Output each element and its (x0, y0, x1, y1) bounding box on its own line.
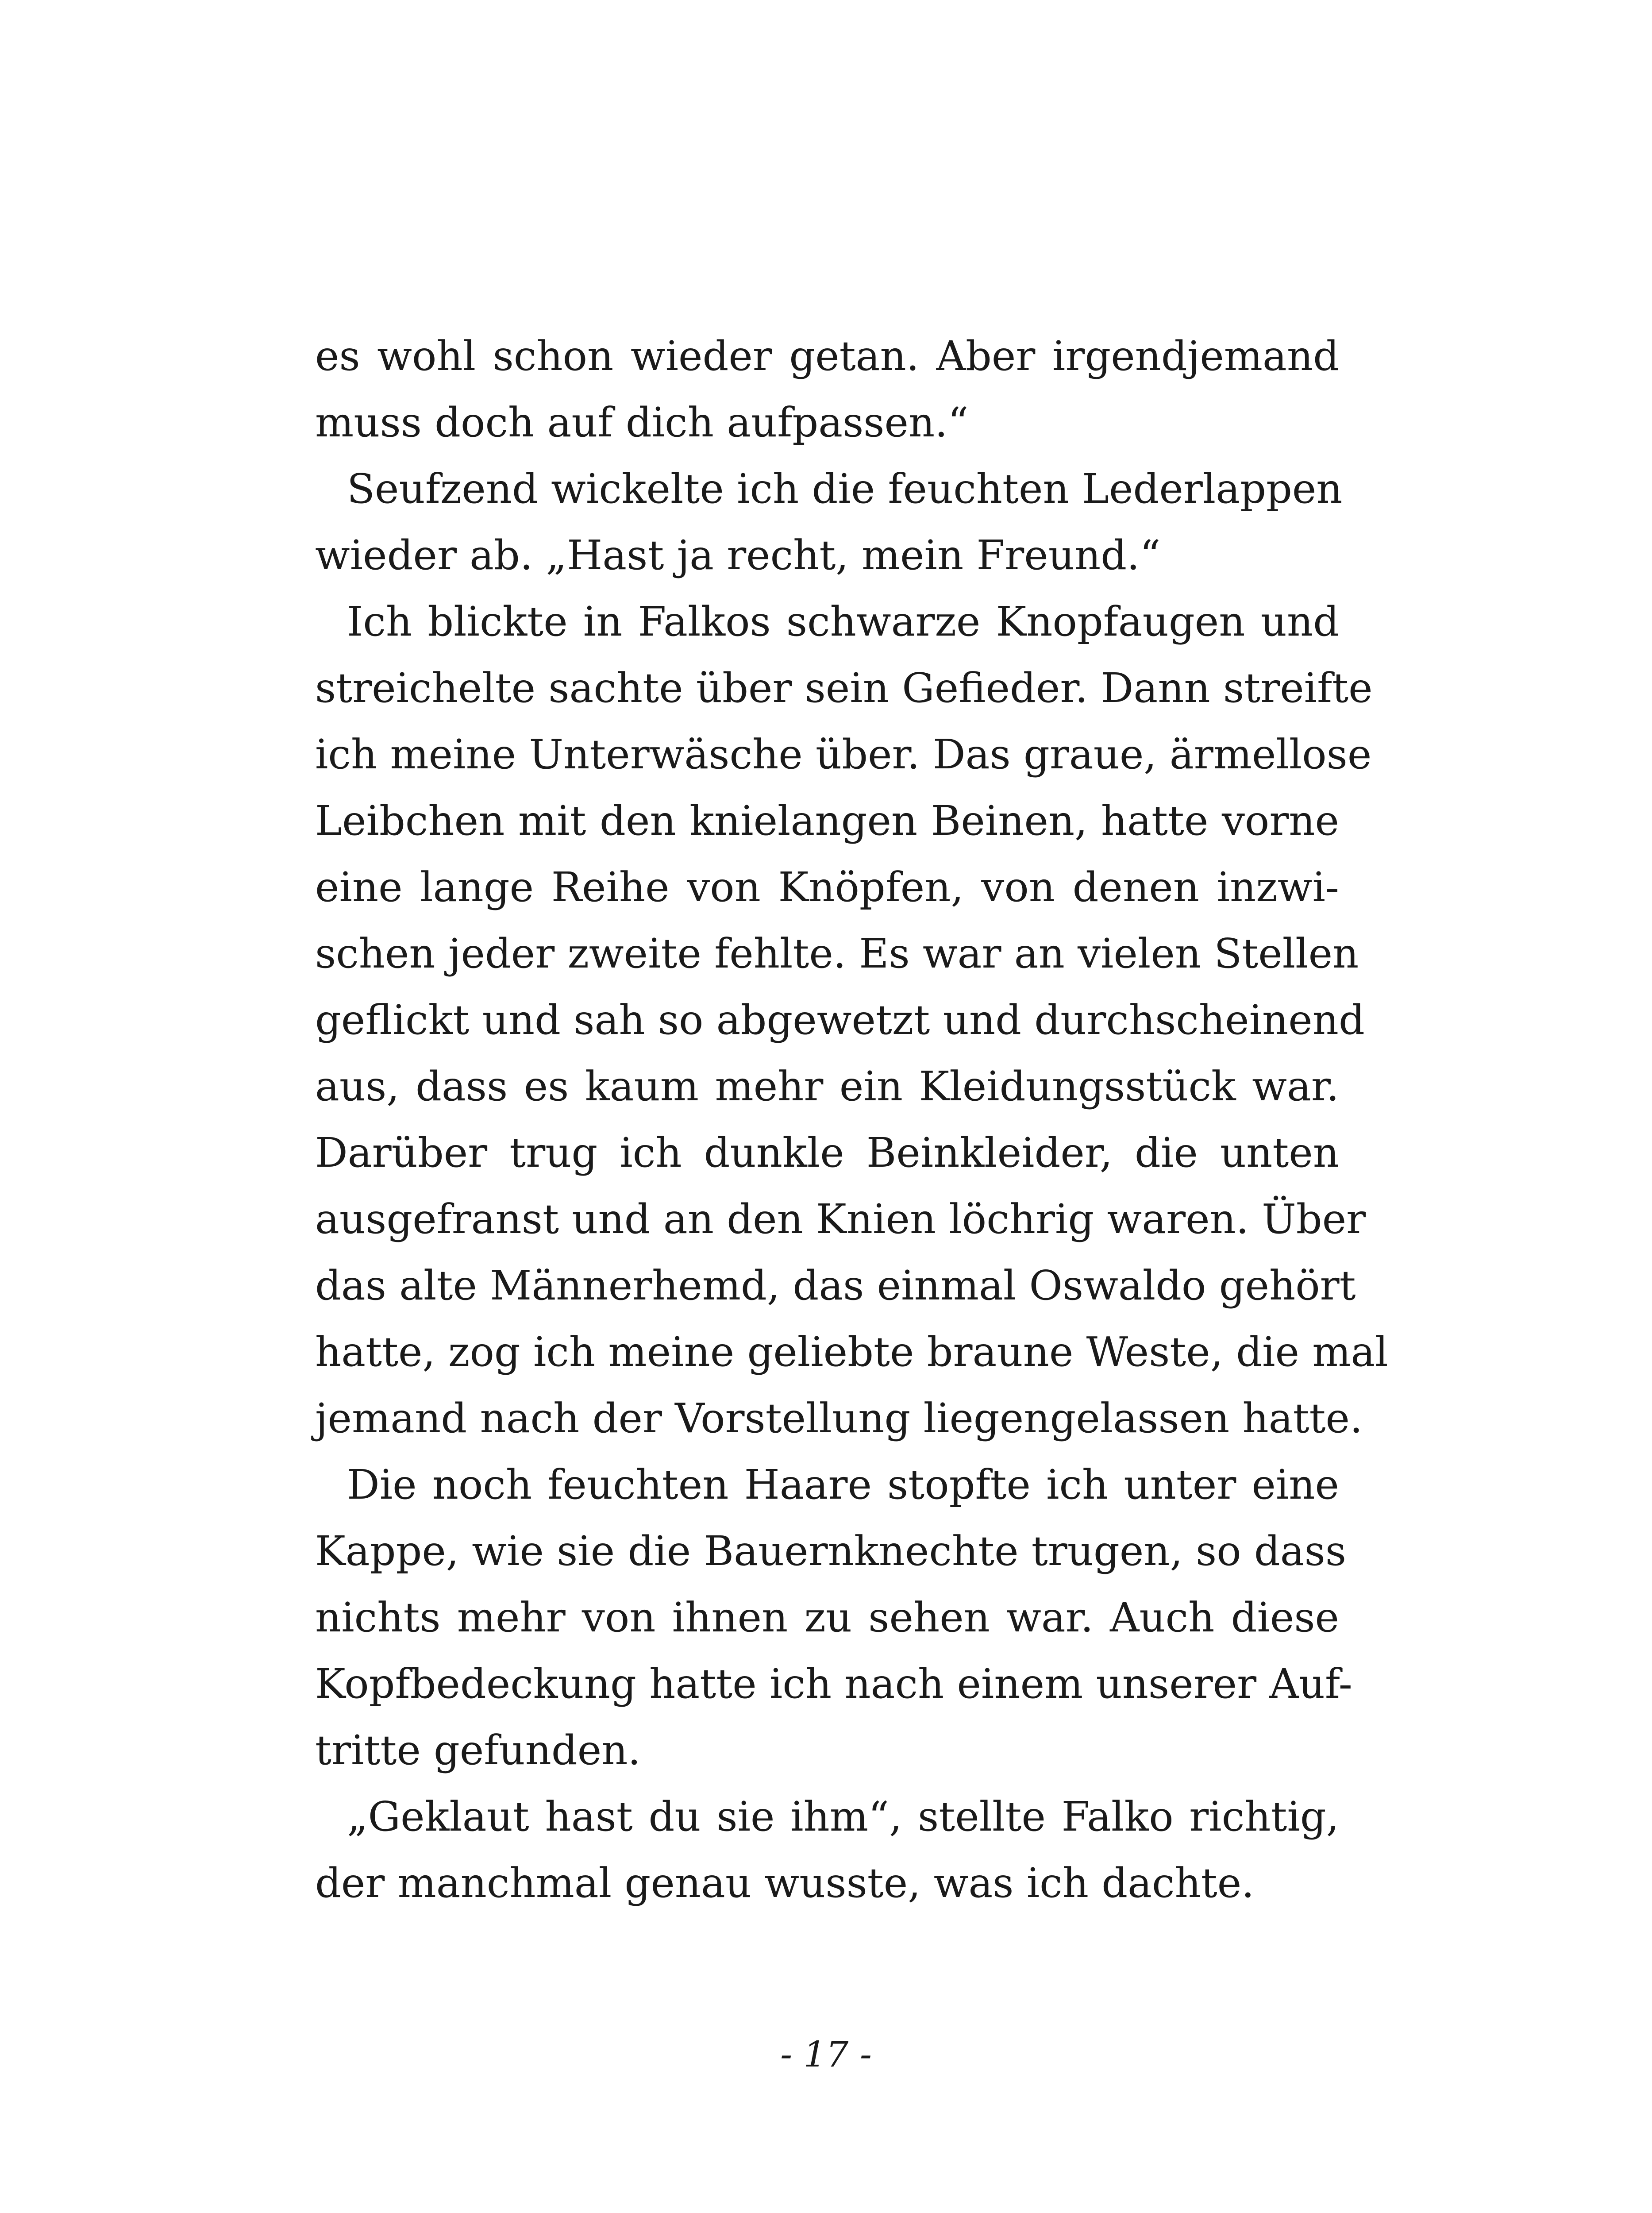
body-text (315, 323, 1388, 1916)
paragraph-line: Ich blickte in Falkos schwarze Knopfaugen und (347, 598, 1339, 645)
paragraph-line: hatte, zog ich meine geliebte braune Weste, die mal (315, 1328, 1388, 1376)
paragraph-line: der manchmal genau wusste, was ich dachte. (315, 1859, 1255, 1907)
paragraph-line: jemand nach der Vorstellung liegengelassen hatte. (315, 1395, 1363, 1442)
paragraph-line: Kappe, wie sie die Bauernknechte trugen, so dass (315, 1527, 1347, 1575)
paragraph-line: wieder ab. „Hast ja recht, mein Freund.“ (315, 532, 1161, 579)
paragraph-line: nichts mehr von ihnen zu sehen war. Auch diese (315, 1594, 1339, 1641)
paragraph-line: das alte Männerhemd, das einmal Oswaldo gehört (315, 1262, 1356, 1309)
paragraph-line: Darüber trug ich dunkle Beinkleider, die unten (315, 1129, 1339, 1176)
paragraph-line: ich meine Unterwäsche über. Das graue, ärmellose (315, 731, 1372, 778)
paragraph-line: aus, dass es kaum mehr ein Kleidungsstück war. (315, 1063, 1339, 1110)
paragraph-line: ausgefranst und an den Knien löchrig waren. Über (315, 1195, 1366, 1243)
paragraph-line: Kopfbedeckung hatte ich nach einem unserer Auf- (315, 1660, 1352, 1708)
paragraph-line: Seufzend wickelte ich die feuchten Lederlappen (347, 465, 1343, 513)
paragraph-line: tritte gefunden. (315, 1727, 641, 1774)
paragraph-line: schen jeder zweite fehlte. Es war an vielen Stellen (315, 930, 1359, 977)
page-number: - 17 - (780, 2034, 872, 2075)
paragraph-line: muss doch auf dich aufpassen.“ (315, 399, 969, 446)
paragraph-line: streichelte sachte über sein Gefieder. Dann streifte (315, 664, 1373, 712)
paragraph-line: Leibchen mit den knielangen Beinen, hatte vorne (315, 797, 1339, 844)
paragraph-line: „Geklaut hast du sie ihm“, stellte Falko richtig, (347, 1793, 1339, 1840)
paragraph-line: geflickt und sah so abgewetzt und durchscheinend (315, 996, 1365, 1044)
paragraph-line: Die noch feuchten Haare stopfte ich unter eine (347, 1461, 1339, 1508)
paragraph-line: es wohl schon wieder getan. Aber irgendjemand (315, 332, 1339, 380)
paragraph-line: eine lange Reihe von Knöpfen, von denen inzwi- (315, 864, 1339, 911)
